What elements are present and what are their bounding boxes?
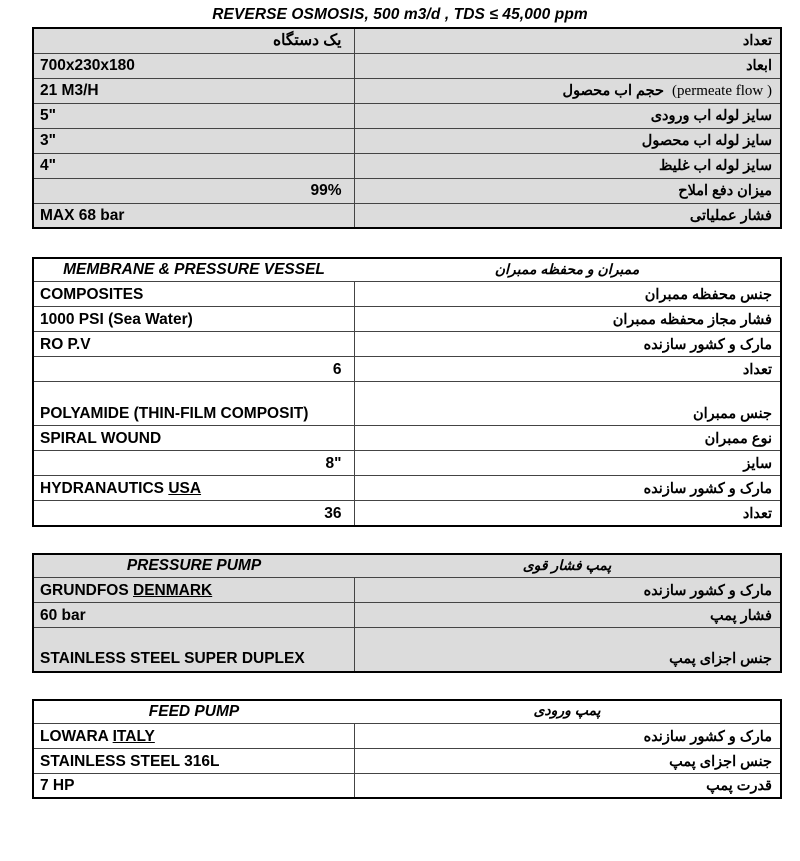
table-row xyxy=(33,723,781,748)
cell-value: 4" xyxy=(33,153,354,178)
cell-value: 99% xyxy=(33,178,354,203)
cell-label: تعداد xyxy=(354,28,781,53)
cell-label: مارک و کشور سازنده xyxy=(354,578,781,603)
cell-label: سایز لوله اب ورودی xyxy=(354,103,781,128)
section-header-row xyxy=(33,554,781,578)
table-row xyxy=(33,451,781,476)
cell-value: LOWARA ITALY xyxy=(33,723,354,748)
cell-label: فشار عملیاتی xyxy=(354,203,781,228)
table-row xyxy=(33,178,781,203)
table-row xyxy=(33,153,781,178)
cell-value: 700x230x180 xyxy=(33,53,354,78)
section-header-en: MEMBRANE & PRESSURE VESSEL xyxy=(33,258,354,282)
cell-label: جنس ممبران xyxy=(354,382,781,426)
cell-value: 36 xyxy=(33,501,354,526)
table-row xyxy=(33,53,781,78)
section-header-fa: پمپ فشار قوی xyxy=(354,554,781,578)
label-english-note: (permeate flow ) xyxy=(672,82,772,99)
cell-label: مارک و کشور سازنده xyxy=(354,723,781,748)
cell-value: 5" xyxy=(33,103,354,128)
cell-label: تعداد xyxy=(354,357,781,382)
cell-label: فشار پمپ xyxy=(354,603,781,628)
cell-label: جنس اجزای پمپ xyxy=(354,628,781,672)
table-row xyxy=(33,476,781,501)
cell-label: قدرت پمپ xyxy=(354,773,781,798)
cell-label: (permeate flow ) حجم اب محصول xyxy=(354,78,781,103)
section-header-en: PRESSURE PUMP xyxy=(33,554,354,578)
cell-label: مارک و کشور سازنده xyxy=(354,476,781,501)
table-row xyxy=(33,578,781,603)
cell-label: میزان دفع املاح xyxy=(354,178,781,203)
section-header-fa: پمپ ورودی xyxy=(354,700,781,724)
cell-label: فشار مجاز محفظه ممبران xyxy=(354,307,781,332)
cell-value: SPIRAL WOUND xyxy=(33,426,354,451)
table-row xyxy=(33,103,781,128)
cell-value: COMPOSITES xyxy=(33,282,354,307)
cell-value: STAINLESS STEEL 316L xyxy=(33,748,354,773)
cell-label: سایز لوله اب غلیظ xyxy=(354,153,781,178)
section-header-row xyxy=(33,258,781,282)
cell-value: 60 bar xyxy=(33,603,354,628)
spec-table-feed-pump xyxy=(32,699,782,800)
cell-value: 7 HP xyxy=(33,773,354,798)
cell-value: یک دستگاه xyxy=(33,28,354,53)
cell-label: سایز xyxy=(354,451,781,476)
table-row xyxy=(33,203,781,228)
cell-value: 3" xyxy=(33,128,354,153)
table-row xyxy=(33,748,781,773)
cell-value: 8" xyxy=(33,451,354,476)
table-row xyxy=(33,426,781,451)
cell-value: GRUNDFOS DENMARK xyxy=(33,578,354,603)
cell-label: سایز لوله اب محصول xyxy=(354,128,781,153)
cell-label: ابعاد xyxy=(354,53,781,78)
spec-table-membrane-pressure-vessel xyxy=(32,257,782,527)
cell-label: مارک و کشور سازنده xyxy=(354,332,781,357)
table-gap xyxy=(0,527,800,553)
table-row xyxy=(33,307,781,332)
table-row xyxy=(33,501,781,526)
page-title: REVERSE OSMOSIS, 500 m3/d , TDS ≤ 45,000 ppm xyxy=(212,6,588,23)
cell-label: جنس محفظه ممبران xyxy=(354,282,781,307)
cell-value: STAINLESS STEEL SUPER DUPLEX xyxy=(33,628,354,672)
table-row xyxy=(33,78,781,103)
cell-label: نوع ممبران xyxy=(354,426,781,451)
table-row xyxy=(33,382,781,426)
table-row xyxy=(33,128,781,153)
table-gap xyxy=(0,673,800,699)
section-header-fa: ممبران و محفظه ممبران xyxy=(354,258,781,282)
table-gap xyxy=(0,229,800,257)
cell-value: MAX 68 bar xyxy=(33,203,354,228)
cell-value: RO P.V xyxy=(33,332,354,357)
table-row xyxy=(33,357,781,382)
section-header-en: FEED PUMP xyxy=(33,700,354,724)
cell-value: HYDRANAUTICS USA xyxy=(33,476,354,501)
cell-label: تعداد xyxy=(354,501,781,526)
spec-table-pressure-pump xyxy=(32,553,782,673)
cell-value: 1000 PSI (Sea Water) xyxy=(33,307,354,332)
table-row xyxy=(33,603,781,628)
cell-value: POLYAMIDE (THIN-FILM COMPOSIT) xyxy=(33,382,354,426)
table-row xyxy=(33,773,781,798)
table-row xyxy=(33,628,781,672)
spec-table-ro-unit xyxy=(32,27,782,229)
table-row xyxy=(33,332,781,357)
table-row xyxy=(33,282,781,307)
tables-container xyxy=(0,27,800,799)
cell-value: 21 M3/H xyxy=(33,78,354,103)
cell-label: جنس اجزای پمپ xyxy=(354,748,781,773)
cell-value: 6 xyxy=(33,357,354,382)
table-row xyxy=(33,28,781,53)
section-header-row xyxy=(33,700,781,724)
